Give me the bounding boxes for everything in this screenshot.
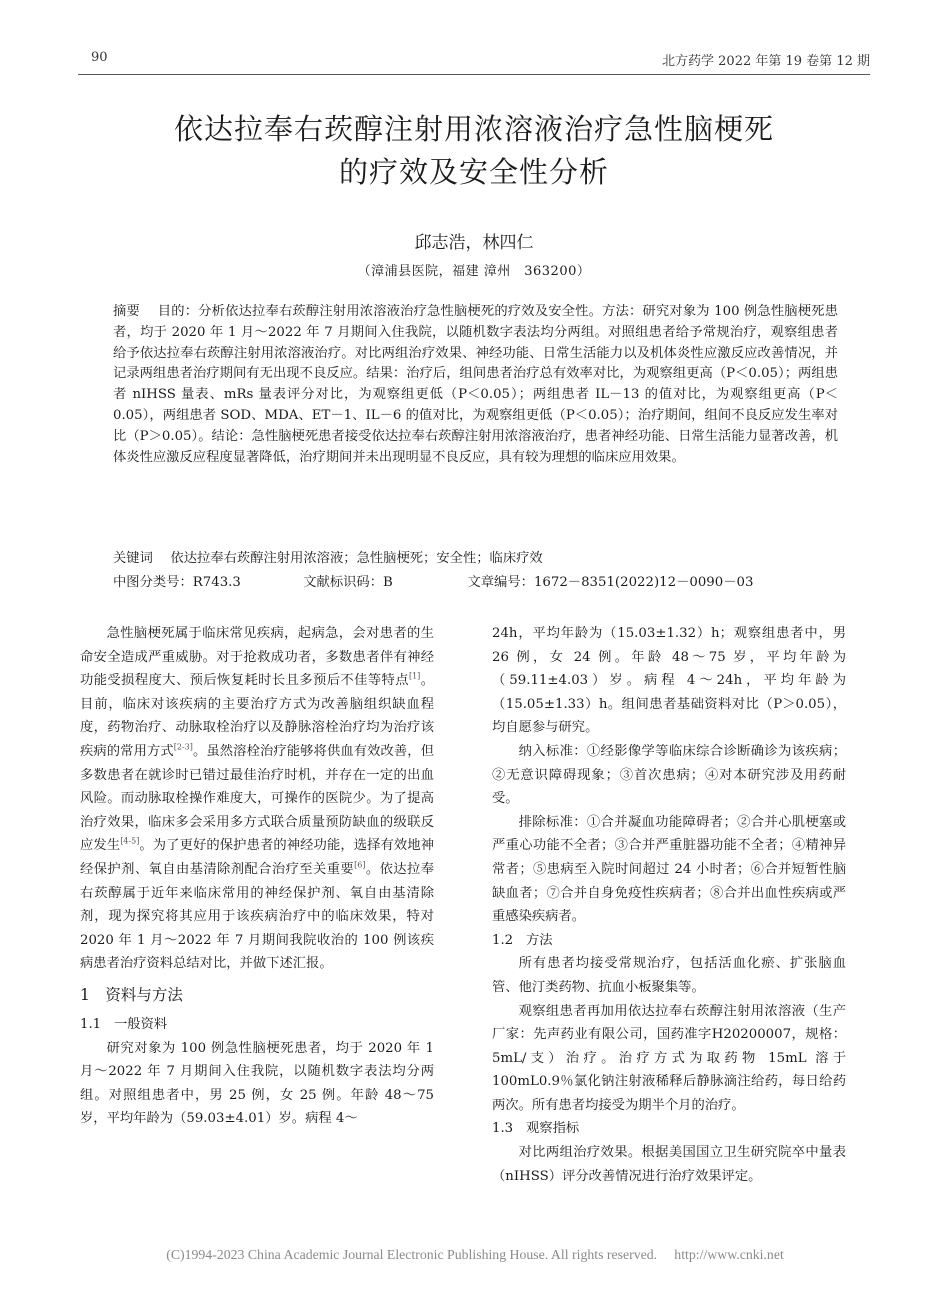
citation-ref: [6] — [354, 860, 366, 870]
document-code: 文献标识码：B — [303, 575, 393, 590]
page-number: 90 — [91, 50, 108, 65]
article-number: 文章编号：1672－8351(2022)12－0090－03 — [467, 575, 754, 590]
clc-number: 中图分类号：R743.3 — [113, 575, 241, 590]
exclusion-criteria: 排除标准：①合并凝血功能障碍者；②合并心肌梗塞或严重心功能不全者；③合并严重脏器功能不全者；④精神异常者；⑤患病至入院时间超过 24 小时者；⑥合并短暂性脑缺血者；⑦合并自身免疫性疾病者；⑧合并出血性疾病或严重感染疾病者。 — [492, 814, 846, 925]
classification — [113, 572, 838, 594]
header-rule — [78, 74, 870, 75]
journal-header: 北方药学 2022 年第 19 卷第 12 期 — [662, 54, 870, 69]
affiliation: （漳浦县医院，福建 漳州 363200） — [357, 264, 591, 279]
keywords — [113, 548, 838, 570]
abstract-label: 摘要 — [113, 304, 140, 319]
abstract-text: 目的：分析依达拉奉右莰醇注射用浓溶液治疗急性脑梗死的疗效及安全性。方法：研究对象为 100 例急性脑梗死患者，均于 2020 年 1 月～2022 年 7 月期间入住我院，以随机数字表法均分两组。对照组患者给予常规治疗，观察组患者给予依达拉奉右莰醇注射用浓溶液治疗。对比两组治疗效果、神经功能、日常生活能力以及机体炎性应激反应改善情况，并记录两组患者治疗期间有无出现不良反应。结果：治疗后，组间患者治疗总有效率对比，为观察组更高（P＜0.05）；两组患者 nIHSS 量表、mRs 量表评分对比，为观察组更低（P＜0.05）；两组患者 IL－13 的值对比，为观察组更高（P＜0.05），两组患者 SOD、MDA、ET－1、IL－6 的值对比，为观察组更低（P＜0.05）；治疗期间，组间不良反应发生率对比（P＞0.05）。结论：急性脑梗死患者接受依达拉奉右莰醇注射用浓溶液治疗，患者神经功能、日常生活能力显著改善，机体炎性应激反应程度显著降低，治疗期间并未出现明显不良反应，具有较为理想的临床应用效果。 — [113, 304, 838, 465]
inclusion-criteria: 纳入标准：①经影像学等临床综合诊断确诊为该疾病；②无意识障碍现象；③首次患病；④对本研究涉及用药耐受。 — [492, 743, 846, 807]
general-data-paragraph: 研究对象为 100 例急性脑梗死患者，均于 2020 年 1 月～2022 年 7 月期间入住我院，以随机数字表法均分两组。对照组患者中，男 25 例，女 25 例。年龄 48～75 岁，平均年龄为（59.03±4.01）岁。病程 4～ — [80, 1040, 434, 1127]
intro-paragraph: 急性脑梗死属于临床常见疾病，起病急，会对患者的生命安全造成严重威胁。对于抢救成功者，多数患者伴有神经功能受损程度大、预后恢复耗时长且多预后不佳等特点[1]。目前，临床对该疾病的主要治疗方式为改善脑组织缺血程度，药物治疗、动脉取栓治疗以及静脉溶栓治疗均为治疗该疾病的常用方式[2-3]。虽然溶栓治疗能够将供血有效改善，但多数患者在就诊时已错过最佳治疗时机，并存在一定的出血风险。而动脉取栓操作难度大，可操作的医院少。为了提高治疗效果，临床多会采用多方式联合质量预防缺血的级联反应发生[4-5]。为了更好的保护患者的神经功能，选择有效地神经保护剂、氧自由基清除剂配合治疗至关重要[6]。依达拉奉右莰醇属于近年来临床常用的神经保护剂、氧自由基清除剂，现为探究将其应用于该疾病治疗中的临床效果，特对 2020 年 1 月～2022 年 7 月期间我院收治的 100 例该疾病患者治疗资料总结对比，并做下述汇报。 — [80, 626, 435, 972]
section-heading-1-2: 1.2 方法 — [492, 932, 553, 948]
citation-ref: [2-3] — [173, 742, 193, 752]
copyright-footer: (C)1994-2023 China Academic Journal Electronic Publishing House. All rights reserved. http://www.cnki.net — [166, 1247, 784, 1262]
title-line-1: 依达拉奉右莰醇注射用浓溶液治疗急性脑梗死 — [173, 112, 774, 146]
method-paragraph-1: 所有患者均接受常规治疗，包括活血化瘀、扩张脑血管、他汀类药物、抗血小板聚集等。 — [492, 956, 846, 995]
citation-ref: [4-5] — [120, 836, 140, 846]
right-column — [492, 622, 846, 1188]
title-line-2: 的疗效及安全性分析 — [338, 155, 609, 189]
authors: 邱志浩，林四仁 — [414, 233, 534, 253]
keywords-text: 依达拉奉右莰醇注射用浓溶液；急性脑梗死；安全性；临床疗效 — [170, 551, 543, 566]
observation-paragraph: 对比两组治疗效果。根据美国国立卫生研究院卒中量表（nIHSS）评分改善情况进行治疗效果评定。 — [492, 1145, 846, 1184]
general-data-continued: 24h，平均年龄为（15.03±1.32）h；观察组患者中，男 26 例，女 24 例。年龄 48～75 岁，平均年龄为（59.11±4.03）岁。病程 4～24h，平均年龄为（15.05±1.33）h。组间患者基础资料对比（P＞0.05），均自愿参与研究。 — [492, 626, 846, 736]
method-paragraph-2: 观察组患者再加用依达拉奉右莰醇注射用浓溶液（生产厂家：先声药业有限公司，国药准字H20200007，规格：5mL/支）治疗。治疗方式为取药物 15mL 溶于 100mL0.9％氯化钠注射液稀释后静脉滴注给药，每日给药两次。所有患者均接受为期半个月的治疗。 — [492, 1003, 846, 1113]
section-heading-1: 1 资料与方法 — [80, 985, 183, 1004]
citation-ref: [1] — [408, 671, 421, 681]
abstract — [113, 302, 838, 468]
section-heading-1-3: 1.3 观察指标 — [492, 1121, 580, 1137]
keywords-label: 关键词 — [113, 551, 153, 566]
left-column — [80, 622, 434, 1131]
section-heading-1-1: 1.1 一般资料 — [80, 1016, 168, 1032]
